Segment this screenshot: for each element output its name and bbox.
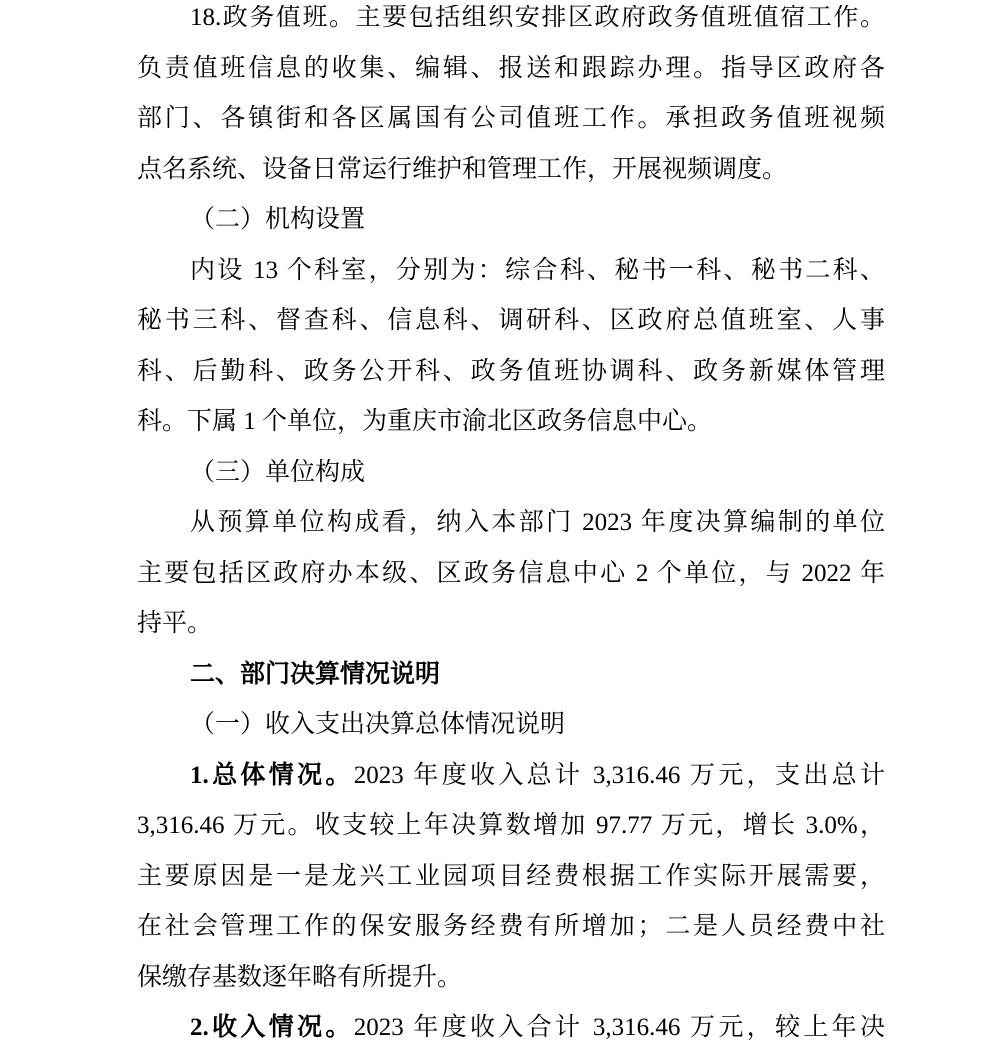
paragraph-line: 3,316.46 万元。收支较上年决算数增加 97.77 万元，增长 3.0%， xyxy=(137,812,885,839)
overall-situation-paragraph xyxy=(137,763,885,991)
paragraph-line: 点名系统、设备日常运行维护和管理工作，开展视频调度。 xyxy=(137,155,788,183)
paragraph-line: 18.政务值班。主要包括组织安排区政府政务值班值宿工作。 xyxy=(190,5,885,31)
overall-situation-label: 1.总体情况。 xyxy=(190,761,354,789)
paragraph-line: 保缴存基数逐年略有所提升。 xyxy=(137,963,463,991)
paragraph-line: 部门、各镇街和各区属国有公司值班工作。承担政务值班视频 xyxy=(137,105,885,132)
unit-composition-heading: （三）单位构成 xyxy=(190,458,366,486)
paragraph-line: 负责值班信息的收集、编辑、报送和跟踪办理。指导区政府各 xyxy=(137,54,885,82)
overview-subheading: （一）收入支出决算总体情况说明 xyxy=(190,711,566,738)
org-setup-paragraph xyxy=(137,258,885,436)
paragraph-line: 内设 13 个科室，分别为：综合科、秘书一科、秘书二科、 xyxy=(190,256,885,284)
paragraph-line: 科、后勤科、政务公开科、政务值班协调科、政务新媒体管理 xyxy=(137,357,885,385)
paragraph-line-text: 2023 年度收入总计 3,316.46 万元，支出总计 xyxy=(353,761,885,789)
org-setup-heading: （二）机构设置 xyxy=(190,206,366,233)
paragraph-line: 主要包括区政府办本级、区政务信息中心 2 个单位，与 2022 年 xyxy=(137,559,885,587)
unit-composition-paragraph xyxy=(137,510,885,637)
income-situation-label: 2.收入情况。 xyxy=(190,1014,354,1041)
paragraph-line xyxy=(137,1015,885,1041)
part-two-heading: 二、部门决算情况说明 xyxy=(190,660,441,688)
document-page xyxy=(137,5,885,1041)
paragraph-line: 在社会管理工作的保安服务经费有所增加；二是人员经费中社 xyxy=(137,913,885,940)
paragraph-line: 主要原因是一是龙兴工业园项目经费根据工作实际开展需要， xyxy=(137,862,885,890)
paragraph-line: 科。下属 1 个单位，为重庆市渝北区政务信息中心。 xyxy=(137,408,713,435)
income-situation-paragraph xyxy=(137,1015,885,1041)
paragraph-line xyxy=(137,763,885,789)
paragraph-line: 从预算单位构成看，纳入本部门 2023 年度决算编制的单位 xyxy=(190,509,885,536)
paragraph-line: 持平。 xyxy=(137,610,213,637)
duty-item-paragraph xyxy=(137,5,885,183)
paragraph-line-text: 2023 年度收入合计 3,316.46 万元，较上年决 xyxy=(353,1014,885,1041)
paragraph-line: 秘书三科、督查科、信息科、调研科、区政府总值班室、人事 xyxy=(137,307,885,334)
